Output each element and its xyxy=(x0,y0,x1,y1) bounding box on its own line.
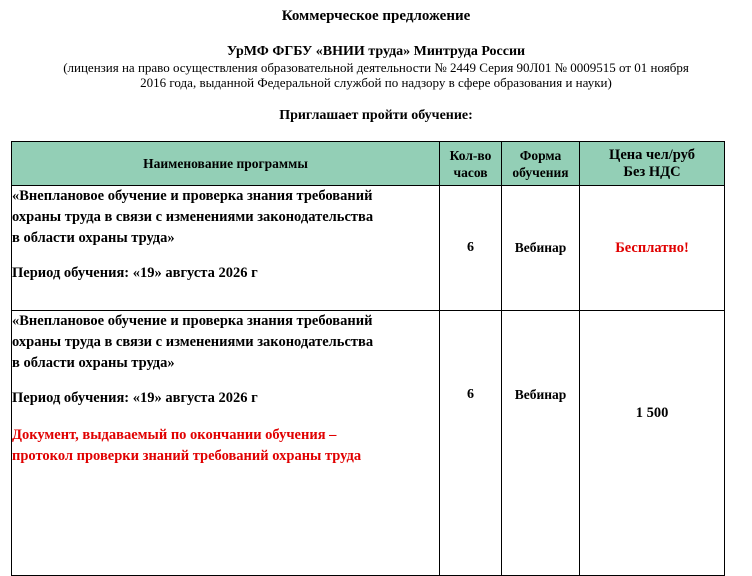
column-header-form xyxy=(502,142,580,186)
license-info xyxy=(40,60,712,90)
column-header-hours-line-2: часов xyxy=(453,164,488,180)
training-period: Период обучения: «19» августа 2026 г xyxy=(12,390,258,406)
program-cell xyxy=(12,186,440,311)
programs-table xyxy=(11,141,725,576)
program-cell xyxy=(12,311,440,576)
hours-cell: 6 xyxy=(440,311,502,576)
program-title-line-3: в области охраны труда» xyxy=(12,230,175,246)
price-cell xyxy=(580,186,725,311)
form-cell: Вебинар xyxy=(502,311,580,576)
hours-cell: 6 xyxy=(440,186,502,311)
license-line-1: (лицензия на право осуществления образовательной деятельности № 2449 Серия 90Л01 № 0009515 от 01 ноября xyxy=(63,60,689,75)
table-row xyxy=(12,311,725,576)
invite-heading: Приглашает пройти обучение: xyxy=(279,108,473,123)
table-row xyxy=(12,186,725,311)
organization-name: УрМФ ФГБУ «ВНИИ труда» Минтруда России xyxy=(226,44,526,59)
column-header-form-line-1: Форма xyxy=(519,147,562,163)
program-title-line-2: охраны труда в связи с изменениями законодательства xyxy=(12,334,374,350)
license-line-2: 2016 года, выданной Федеральной службой по надзору в сфере образования и науки) xyxy=(140,75,612,90)
column-header-price-line-1: Цена чел/руб xyxy=(609,146,695,163)
program-title-line-2: охраны труда в связи с изменениями законодательства xyxy=(12,209,374,225)
column-header-price xyxy=(580,142,725,186)
training-period: Период обучения: «19» августа 2026 г xyxy=(12,265,258,281)
column-header-hours-line-1: Кол-во xyxy=(449,147,492,163)
program-title-line-1: «Внеплановое обучение и проверка знания требований xyxy=(12,188,373,204)
form-cell: Вебинар xyxy=(502,186,580,311)
column-header-hours xyxy=(440,142,502,186)
document-title: Коммерческое предложение xyxy=(281,8,471,24)
document-note xyxy=(12,425,439,467)
price-cell: 1 500 xyxy=(580,311,725,576)
document-note-line-1: Документ, выдаваемый по окончании обучения – xyxy=(12,427,337,443)
program-title-line-1: «Внеплановое обучение и проверка знания требований xyxy=(12,313,373,329)
price-free-label: Бесплатно! xyxy=(615,239,689,256)
column-header-price-line-2: Без НДС xyxy=(623,163,681,180)
column-header-form-line-2: обучения xyxy=(512,164,569,180)
table-header-row xyxy=(12,142,725,186)
program-title-line-3: в области охраны труда» xyxy=(12,355,175,371)
document-note-line-2: протокол проверки знаний требований охраны труда xyxy=(12,448,362,464)
column-header-program: Наименование программы xyxy=(12,142,440,186)
